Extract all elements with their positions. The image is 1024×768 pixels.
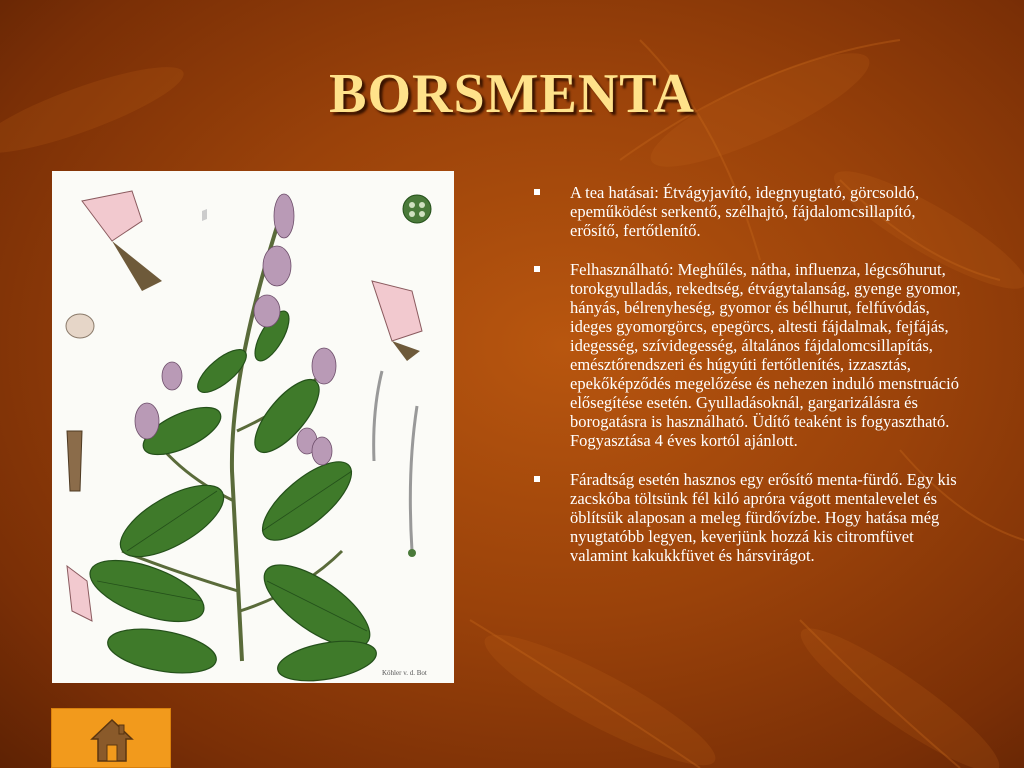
bullet-list bbox=[528, 183, 968, 585]
slide-title: BORSMENTA bbox=[329, 63, 695, 125]
bullet-text: Fáradtság esetén hasznos egy erősítő menta-fürdő. Egy kis zacskóba töltsünk fél kiló apróra vágott mentalevelet és öblítsük alaposan a meleg fürdővízbe. Hogy hatása még nyugtatóbb legyen, keverjünk hozzá kis citromfüvet valamint kakukkfüvet és hársvirágot. bbox=[570, 470, 957, 565]
bullet-item-usage bbox=[528, 260, 968, 450]
bullet-item-effects bbox=[528, 183, 968, 240]
illustrator-signature: Köhler v. d. Bot bbox=[382, 669, 427, 677]
bullet-icon bbox=[534, 476, 540, 482]
bullet-text: A tea hatásai: Étvágyjavító, idegnyugtató, görcsoldó, epeműködést serkentő, szélhajtó, fájdalomcsillapító, erősítő, fertőtlenítő. bbox=[570, 183, 920, 240]
home-icon bbox=[89, 717, 135, 763]
bullet-text: Felhasználható: Meghűlés, nátha, influenza, légcsőhurut, torokgyulladás, rekedtség, étvágytalanság, gyenge gyomor, hányás, bélrenyheség, gyomor és bélhurut, felfúvódás, ideges gyomorgörcs, epegörcs, altesti fájdalmak, fejfájás, idegesség, szívidegesség, általános fájdalomcsillapítás, emésztőrendszeri és húgyúti fertőtlenítés, izzasztás, epekőképződés megelőzése és nehezen induló menstruáció elősegítése esetén. Gyulladásoknál, gargarizálásra és borogatásra is használható. Üdítő teaként is fogyasztható. Fogyasztása 4 éves kortól ajánlott. bbox=[570, 260, 961, 450]
bullet-icon bbox=[534, 266, 540, 272]
home-button[interactable] bbox=[51, 708, 171, 768]
bullet-item-bath bbox=[528, 470, 968, 565]
bullet-icon bbox=[534, 189, 540, 195]
peppermint-illustration bbox=[52, 171, 454, 683]
